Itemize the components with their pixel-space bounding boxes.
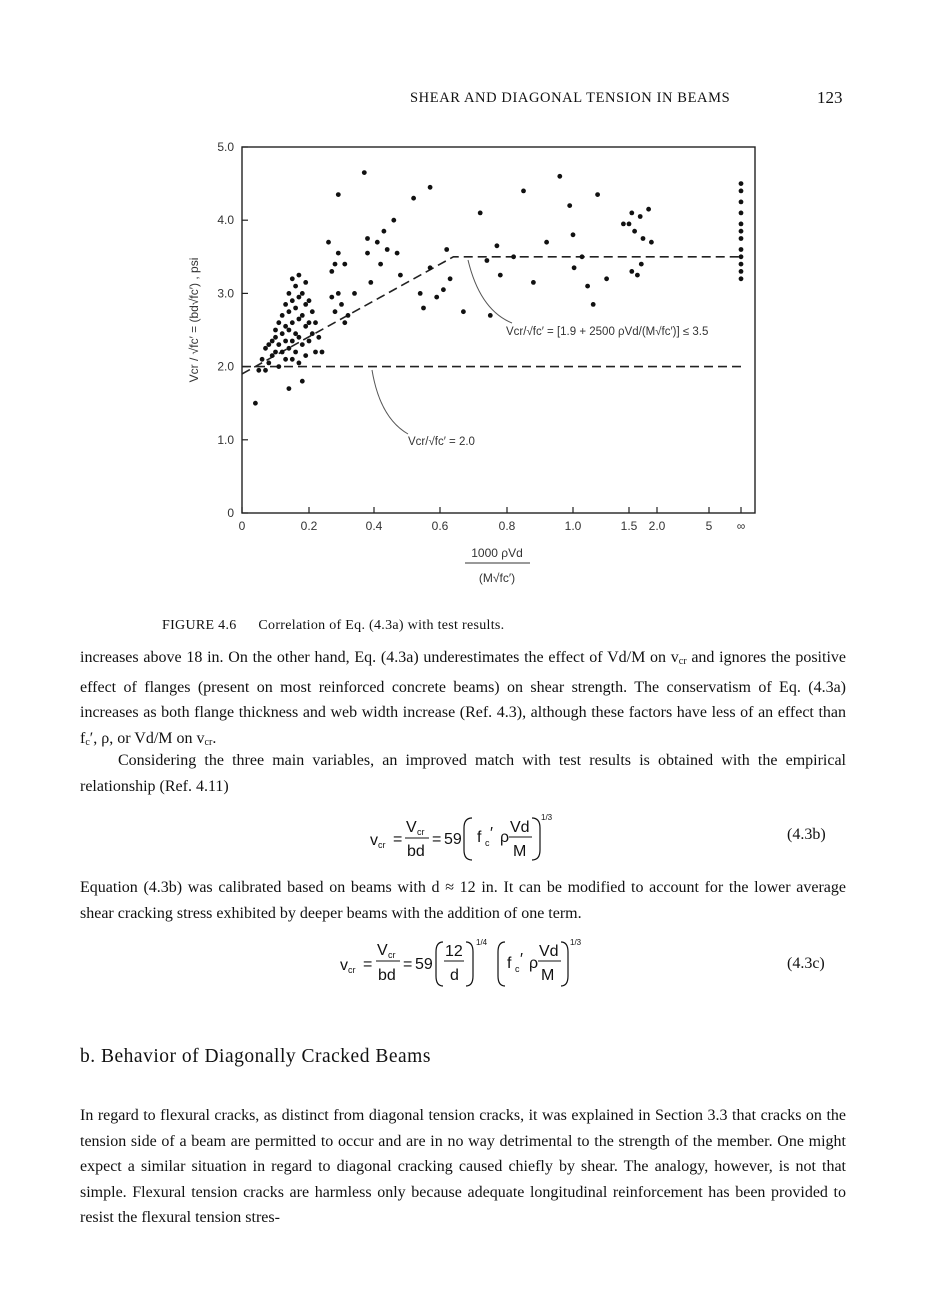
eq-b-equals-1: = bbox=[393, 831, 403, 848]
data-point bbox=[571, 232, 576, 237]
equation-4-3b-number: (4.3b) bbox=[787, 826, 826, 843]
paragraph-1-sub-c: cr bbox=[204, 736, 213, 748]
data-point bbox=[256, 368, 261, 373]
data-point bbox=[276, 320, 281, 325]
data-point bbox=[336, 251, 341, 256]
eq-c-v: v bbox=[340, 957, 348, 974]
data-point bbox=[287, 386, 292, 391]
data-point bbox=[411, 196, 416, 201]
data-point bbox=[511, 254, 516, 259]
data-point bbox=[326, 240, 331, 245]
paragraph-4: In regard to flexural cracks, as distinct from diagonal tension cracks, it was explained in Section 3.3 that cracks on the tension side of a beam are permitted to occur and are in no way detrimental to the strength of the member. One might expect a similar situation in regard to diagonal cracking caused chiefly by shear. The analogy, however, is not that simple. Flexural tension cracks are harmless only because adequate longitudinal reinforcement has been provided to resist the flexural tension stres- bbox=[80, 1107, 846, 1226]
data-point bbox=[280, 331, 285, 336]
eq-b-f-sub: c bbox=[485, 838, 490, 848]
data-point bbox=[273, 335, 278, 340]
y-tick-label: 0 bbox=[227, 506, 234, 520]
data-point bbox=[739, 222, 744, 227]
eq-c-exponent-2: 1/3 bbox=[570, 938, 582, 947]
paragraph-1-part-a: increases above 18 in. On the other hand, Eq. (4.3a) underestimates the effect of Vd/M on v bbox=[80, 649, 679, 666]
eq-c-exponent-1: 1/4 bbox=[476, 938, 488, 947]
data-point bbox=[739, 211, 744, 216]
data-point bbox=[287, 309, 292, 314]
paragraph-1-sub-b: c bbox=[85, 736, 90, 748]
data-point bbox=[290, 320, 295, 325]
paragraph-2: Considering the three main variables, an improved match with test results is obtained with the empirical relationship (Ref. 4.11) bbox=[80, 752, 846, 795]
eq-b-v-sub: cr bbox=[378, 840, 386, 850]
data-point bbox=[448, 276, 453, 281]
eq-b-right-bracket bbox=[532, 818, 540, 860]
eq-c-f: f bbox=[507, 955, 512, 972]
data-point bbox=[303, 280, 308, 285]
data-point bbox=[260, 357, 265, 362]
eq-b-V: V bbox=[406, 819, 417, 836]
data-point bbox=[739, 262, 744, 267]
data-point bbox=[266, 361, 271, 366]
data-point bbox=[300, 342, 305, 347]
data-point bbox=[297, 295, 302, 300]
data-point bbox=[365, 236, 370, 241]
data-point bbox=[303, 353, 308, 358]
eq-c-rho: ρ bbox=[529, 955, 539, 972]
data-point bbox=[391, 218, 396, 223]
data-point bbox=[270, 339, 275, 344]
data-point bbox=[316, 335, 321, 340]
data-point bbox=[300, 379, 305, 384]
data-point bbox=[531, 280, 536, 285]
data-point bbox=[307, 320, 312, 325]
equation-4-3c bbox=[330, 932, 600, 994]
data-point bbox=[378, 262, 383, 267]
eq-c-coef: 59 bbox=[415, 956, 433, 973]
data-point bbox=[382, 229, 387, 234]
data-point bbox=[300, 313, 305, 318]
data-point bbox=[336, 291, 341, 296]
data-point bbox=[580, 254, 585, 259]
page-number: 123 bbox=[817, 88, 843, 107]
data-point bbox=[276, 364, 281, 369]
data-point bbox=[352, 291, 357, 296]
data-point bbox=[346, 313, 351, 318]
eq-b-coef: 59 bbox=[444, 831, 462, 848]
data-point bbox=[461, 309, 466, 314]
eq-c-twelve: 12 bbox=[445, 943, 463, 960]
paragraph-1-part-b: and ignores the positive effect of flanges (present on most reinforced concrete beams) on shear strength. The conservatism of Eq. (4.3a) increases as both flange thickness and web width increase (Ref. 4.3), although these factors have less of an effect than f bbox=[80, 649, 846, 747]
data-point bbox=[418, 291, 423, 296]
paragraph-1-part-d: . bbox=[212, 729, 217, 747]
data-point bbox=[739, 269, 744, 274]
eq-b-Vd: Vd bbox=[510, 819, 530, 836]
data-point bbox=[739, 229, 744, 234]
eq-b-rho: ρ bbox=[500, 829, 510, 846]
data-point bbox=[498, 273, 503, 278]
x-tick-label: 1.5 bbox=[620, 519, 638, 533]
eq-c-bracket-2-right bbox=[561, 942, 568, 986]
data-point bbox=[739, 189, 744, 194]
figure-4-6-chart bbox=[150, 132, 790, 602]
data-point bbox=[310, 331, 315, 336]
data-point bbox=[303, 302, 308, 307]
data-point bbox=[739, 276, 744, 281]
x-tick-label: 2.0 bbox=[648, 519, 666, 533]
eq-b-M: M bbox=[513, 843, 527, 860]
data-point bbox=[307, 298, 312, 303]
eq-b-v: v bbox=[370, 832, 378, 849]
annotation-lower: Vcr/√fc′ = 2.0 bbox=[408, 436, 475, 448]
data-point bbox=[595, 192, 600, 197]
data-point bbox=[395, 251, 400, 256]
data-point bbox=[632, 229, 637, 234]
x-tick-label: 1.0 bbox=[564, 519, 582, 533]
y-tick-label: 4.0 bbox=[217, 213, 234, 228]
x-tick-label: ∞ bbox=[736, 519, 746, 533]
eq-c-bracket-2-left bbox=[498, 942, 505, 986]
y-tick-label: 1.0 bbox=[217, 432, 234, 447]
data-point bbox=[629, 269, 634, 274]
data-point bbox=[297, 361, 302, 366]
data-point bbox=[428, 265, 433, 270]
data-point bbox=[398, 273, 403, 278]
data-point bbox=[297, 335, 302, 340]
y-tick-label: 5.0 bbox=[217, 140, 234, 154]
x-tick-label: 0.6 bbox=[431, 519, 449, 533]
x-tick-label: 0.4 bbox=[365, 519, 383, 533]
x-axis-label-denominator: (M√fc′) bbox=[478, 571, 516, 585]
data-point bbox=[739, 254, 744, 259]
data-point bbox=[263, 368, 268, 373]
eq-b-prime: ′ bbox=[490, 825, 493, 842]
eq-c-equals-2: = bbox=[403, 956, 413, 973]
paragraph-1-part-c: ′, ρ, or Vd/M on v bbox=[89, 729, 205, 747]
eq-c-equals-1: = bbox=[363, 956, 373, 973]
data-point bbox=[313, 350, 318, 355]
data-point bbox=[342, 262, 347, 267]
data-point bbox=[739, 247, 744, 252]
data-point bbox=[544, 240, 549, 245]
data-point bbox=[283, 302, 288, 307]
data-point bbox=[421, 306, 426, 311]
paragraph-1-sub-a: cr bbox=[678, 656, 687, 667]
data-point bbox=[646, 207, 651, 212]
data-point bbox=[333, 262, 338, 267]
eq-c-f-sub: c bbox=[515, 964, 520, 974]
data-point bbox=[293, 306, 298, 311]
data-point bbox=[649, 240, 654, 245]
data-point bbox=[297, 317, 302, 322]
eq-c-prime: ′ bbox=[520, 951, 523, 968]
eq-b-left-bracket bbox=[464, 818, 472, 860]
eq-b-exponent: 1/3 bbox=[541, 813, 553, 822]
data-point bbox=[627, 222, 632, 227]
eq-c-d: d bbox=[450, 967, 459, 984]
data-point bbox=[283, 324, 288, 329]
data-point bbox=[310, 309, 315, 314]
data-point bbox=[521, 189, 526, 194]
equation-4-3b bbox=[360, 808, 600, 868]
data-point bbox=[639, 262, 644, 267]
leader-lower bbox=[372, 370, 408, 434]
data-point bbox=[739, 200, 744, 205]
x-tick-label: 5 bbox=[705, 519, 713, 533]
data-point bbox=[339, 302, 344, 307]
eq-c-V-sub: cr bbox=[388, 950, 396, 960]
data-point bbox=[488, 313, 493, 318]
section-heading: b. Behavior of Diagonally Cracked Beams bbox=[80, 1046, 431, 1067]
data-point bbox=[276, 342, 281, 347]
running-header-title: SHEAR AND DIAGONAL TENSION IN BEAMS bbox=[410, 90, 731, 106]
data-point bbox=[283, 339, 288, 344]
data-point bbox=[273, 328, 278, 333]
data-point bbox=[263, 346, 268, 351]
annotation-upper: Vcr/√fc′ = [1.9 + 2500 ρVd/(M√fc′)] ≤ 3.5 bbox=[506, 326, 709, 338]
eq-c-bracket-1-right bbox=[466, 942, 473, 986]
x-tick-label: 0.8 bbox=[498, 519, 516, 533]
data-point bbox=[290, 276, 295, 281]
data-point bbox=[287, 291, 292, 296]
data-point bbox=[485, 258, 490, 263]
data-point bbox=[329, 269, 334, 274]
x-axis-label-numerator: 1000 ρVd bbox=[471, 546, 523, 560]
data-point bbox=[290, 339, 295, 344]
figure-caption bbox=[162, 618, 504, 634]
data-point bbox=[428, 185, 433, 190]
data-point bbox=[253, 401, 258, 406]
data-point bbox=[585, 284, 590, 289]
eq-b-f: f bbox=[477, 829, 482, 846]
data-point bbox=[342, 320, 347, 325]
data-point bbox=[303, 324, 308, 329]
data-point bbox=[375, 240, 380, 245]
data-point bbox=[290, 298, 295, 303]
data-point bbox=[385, 247, 390, 252]
eq-b-bd: bd bbox=[407, 843, 425, 860]
data-point bbox=[441, 287, 446, 292]
data-point bbox=[635, 273, 640, 278]
eq-c-Vd: Vd bbox=[539, 943, 559, 960]
data-point bbox=[313, 320, 318, 325]
data-point bbox=[604, 276, 609, 281]
data-point bbox=[368, 280, 373, 285]
paragraph-1 bbox=[80, 645, 846, 755]
eq-c-bd: bd bbox=[378, 967, 396, 984]
figure-caption-label: FIGURE 4.6 bbox=[162, 618, 237, 633]
x-tick-label: 0.2 bbox=[300, 519, 318, 533]
data-point bbox=[567, 203, 572, 208]
data-point bbox=[297, 273, 302, 278]
eq-c-bracket-1-left bbox=[436, 942, 443, 986]
data-point bbox=[557, 174, 562, 179]
data-point bbox=[641, 236, 646, 241]
paragraph-3: Equation (4.3b) was calibrated based on beams with d ≈ 12 in. It can be modified to account for the lower average shear cracking stress exhibited by deeper beams with the addition of one term. bbox=[80, 879, 846, 922]
data-point bbox=[307, 339, 312, 344]
data-point bbox=[739, 181, 744, 186]
data-point bbox=[362, 170, 367, 175]
data-point bbox=[572, 265, 577, 270]
data-point bbox=[270, 353, 275, 358]
data-point bbox=[287, 328, 292, 333]
data-point bbox=[444, 247, 449, 252]
eq-c-V: V bbox=[377, 942, 388, 959]
data-point bbox=[336, 192, 341, 197]
data-point bbox=[629, 211, 634, 216]
data-point bbox=[293, 331, 298, 336]
data-point bbox=[478, 211, 483, 216]
data-point bbox=[320, 350, 325, 355]
data-point bbox=[591, 302, 596, 307]
y-axis-label: Vcr / √fc′ = (bd√fc′) , psi bbox=[187, 257, 201, 383]
data-point bbox=[365, 251, 370, 256]
data-point bbox=[290, 357, 295, 362]
eq-b-equals-2: = bbox=[432, 831, 442, 848]
eq-c-M: M bbox=[541, 967, 555, 984]
data-point bbox=[739, 236, 744, 241]
data-point bbox=[283, 357, 288, 362]
data-point bbox=[287, 346, 292, 351]
data-point bbox=[333, 309, 338, 314]
data-point bbox=[280, 313, 285, 318]
y-tick-label: 2.0 bbox=[217, 359, 234, 374]
data-point bbox=[273, 350, 278, 355]
eq-b-V-sub: cr bbox=[417, 827, 425, 837]
data-point bbox=[434, 295, 439, 300]
x-tick-label: 0 bbox=[238, 519, 246, 533]
data-point bbox=[621, 222, 626, 227]
y-tick-label: 3.0 bbox=[217, 286, 234, 301]
eq-c-v-sub: cr bbox=[348, 965, 356, 975]
data-point bbox=[495, 243, 500, 248]
data-point bbox=[638, 214, 643, 219]
data-point bbox=[329, 295, 334, 300]
equation-4-3c-number: (4.3c) bbox=[787, 955, 825, 972]
data-point bbox=[266, 342, 271, 347]
data-point bbox=[293, 284, 298, 289]
data-point bbox=[293, 350, 298, 355]
figure-caption-text: Correlation of Eq. (4.3a) with test results. bbox=[258, 618, 505, 633]
data-point bbox=[280, 350, 285, 355]
data-point bbox=[300, 291, 305, 296]
